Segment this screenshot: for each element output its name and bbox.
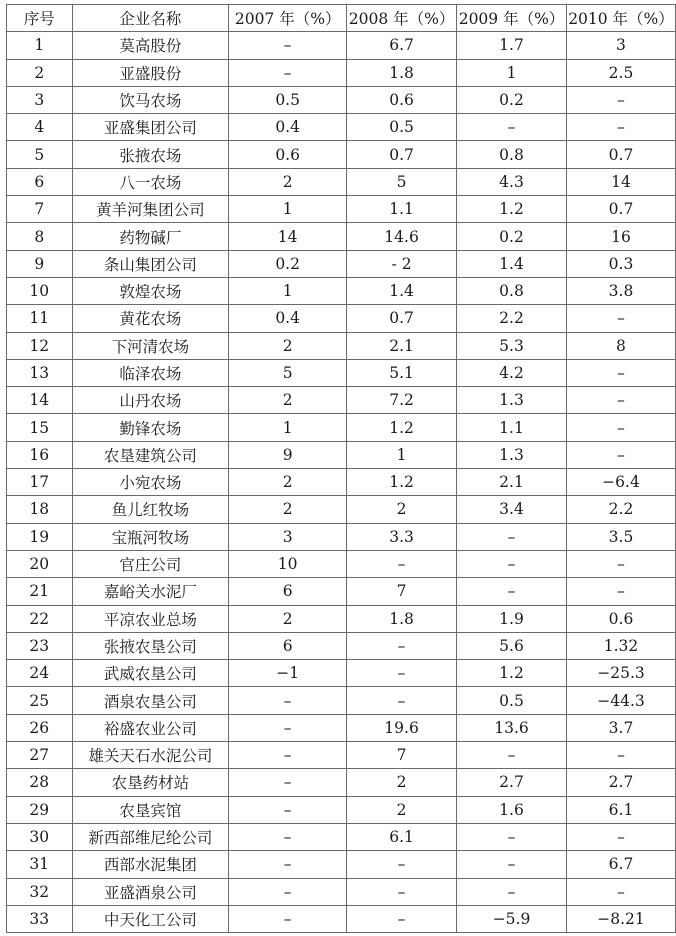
cell-company: 莫高股份 bbox=[72, 32, 229, 59]
cell-2008: 1.4 bbox=[347, 277, 457, 304]
cell-2007: 6 bbox=[229, 578, 347, 605]
cell-2008: 1.2 bbox=[347, 469, 457, 496]
cell-index: 30 bbox=[7, 823, 73, 850]
header-2010: 2010 年（%） bbox=[566, 5, 675, 32]
cell-2009: 1 bbox=[457, 59, 567, 86]
table-row bbox=[7, 86, 676, 113]
cell-company: 亚盛股份 bbox=[72, 59, 229, 86]
cell-2008: 6.7 bbox=[347, 32, 457, 59]
cell-2009: 1.9 bbox=[457, 605, 567, 632]
cell-2009: 1.7 bbox=[457, 32, 567, 59]
cell-index: 28 bbox=[7, 769, 73, 796]
cell-company: 小宛农场 bbox=[72, 469, 229, 496]
cell-2009: 5.3 bbox=[457, 332, 567, 359]
cell-index: 12 bbox=[7, 332, 73, 359]
cell-2010: 0.7 bbox=[566, 196, 675, 223]
cell-2008: 1 bbox=[347, 441, 457, 468]
cell-2007: – bbox=[229, 687, 347, 714]
cell-2010: 0.3 bbox=[566, 250, 675, 277]
cell-2007: – bbox=[229, 769, 347, 796]
cell-2010: 2.2 bbox=[566, 496, 675, 523]
cell-2009: 1.4 bbox=[457, 250, 567, 277]
cell-2009: 2.7 bbox=[457, 769, 567, 796]
cell-2008: 6.1 bbox=[347, 823, 457, 850]
cell-2009: 4.3 bbox=[457, 168, 567, 195]
table-row bbox=[7, 878, 676, 905]
cell-2009: 2.1 bbox=[457, 469, 567, 496]
cell-2010: 3 bbox=[566, 32, 675, 59]
cell-company: 农垦宾馆 bbox=[72, 796, 229, 823]
table-row bbox=[7, 114, 676, 141]
table-row bbox=[7, 141, 676, 168]
cell-2008: – bbox=[347, 851, 457, 878]
cell-2010: – bbox=[566, 550, 675, 577]
table-row bbox=[7, 905, 676, 932]
cell-2007: – bbox=[229, 32, 347, 59]
cell-2008: 1.1 bbox=[347, 196, 457, 223]
cell-2009: – bbox=[457, 851, 567, 878]
cell-index: 31 bbox=[7, 851, 73, 878]
cell-2007: 3 bbox=[229, 523, 347, 550]
cell-2008: - 2 bbox=[347, 250, 457, 277]
cell-index: 21 bbox=[7, 578, 73, 605]
table-row bbox=[7, 414, 676, 441]
cell-2009: 1.2 bbox=[457, 660, 567, 687]
cell-2007: 1 bbox=[229, 414, 347, 441]
cell-company: 敦煌农场 bbox=[72, 277, 229, 304]
header-index: 序号 bbox=[7, 5, 73, 32]
cell-2007: 14 bbox=[229, 223, 347, 250]
cell-company: 山丹农场 bbox=[72, 387, 229, 414]
table-row bbox=[7, 714, 676, 741]
cell-2007: 5 bbox=[229, 359, 347, 386]
table-row bbox=[7, 496, 676, 523]
cell-2007: 0.6 bbox=[229, 141, 347, 168]
header-2008: 2008 年（%） bbox=[347, 5, 457, 32]
cell-2009: 0.2 bbox=[457, 223, 567, 250]
data-table bbox=[6, 4, 676, 933]
cell-index: 27 bbox=[7, 742, 73, 769]
cell-2008: 0.6 bbox=[347, 86, 457, 113]
cell-2010: – bbox=[566, 823, 675, 850]
header-company: 企业名称 bbox=[72, 5, 229, 32]
cell-index: 16 bbox=[7, 441, 73, 468]
cell-2010: −44.3 bbox=[566, 687, 675, 714]
cell-index: 20 bbox=[7, 550, 73, 577]
table-row bbox=[7, 605, 676, 632]
table-row bbox=[7, 523, 676, 550]
cell-company: 平凉农业总场 bbox=[72, 605, 229, 632]
cell-2009: 13.6 bbox=[457, 714, 567, 741]
cell-company: 下河清农场 bbox=[72, 332, 229, 359]
cell-index: 18 bbox=[7, 496, 73, 523]
cell-company: 中天化工公司 bbox=[72, 905, 229, 932]
cell-2009: 1.1 bbox=[457, 414, 567, 441]
table-row bbox=[7, 550, 676, 577]
cell-index: 22 bbox=[7, 605, 73, 632]
cell-2008: 2 bbox=[347, 496, 457, 523]
cell-2007: 10 bbox=[229, 550, 347, 577]
table-row bbox=[7, 387, 676, 414]
cell-2010: 6.7 bbox=[566, 851, 675, 878]
cell-2007: −1 bbox=[229, 660, 347, 687]
cell-index: 1 bbox=[7, 32, 73, 59]
cell-2007: 0.4 bbox=[229, 305, 347, 332]
cell-2010: 8 bbox=[566, 332, 675, 359]
table-row bbox=[7, 250, 676, 277]
cell-index: 33 bbox=[7, 905, 73, 932]
cell-company: 临泽农场 bbox=[72, 359, 229, 386]
cell-2008: 7 bbox=[347, 742, 457, 769]
cell-2009: 3.4 bbox=[457, 496, 567, 523]
cell-2007: 0.2 bbox=[229, 250, 347, 277]
cell-index: 2 bbox=[7, 59, 73, 86]
table-row bbox=[7, 469, 676, 496]
cell-2009: 1.3 bbox=[457, 387, 567, 414]
cell-company: 农垦药材站 bbox=[72, 769, 229, 796]
table-row bbox=[7, 796, 676, 823]
cell-2007: 2 bbox=[229, 496, 347, 523]
cell-2008: 1.8 bbox=[347, 605, 457, 632]
cell-2008: 1.2 bbox=[347, 414, 457, 441]
cell-2010: – bbox=[566, 387, 675, 414]
cell-2010: – bbox=[566, 114, 675, 141]
table-row bbox=[7, 277, 676, 304]
cell-2010: – bbox=[566, 86, 675, 113]
cell-2009: 0.8 bbox=[457, 141, 567, 168]
cell-2007: – bbox=[229, 823, 347, 850]
cell-2010: −8.21 bbox=[566, 905, 675, 932]
cell-2007: 2 bbox=[229, 469, 347, 496]
cell-2008: 7.2 bbox=[347, 387, 457, 414]
cell-2010: 3.7 bbox=[566, 714, 675, 741]
cell-2010: −6.4 bbox=[566, 469, 675, 496]
cell-2010: – bbox=[566, 305, 675, 332]
cell-2009: 1.6 bbox=[457, 796, 567, 823]
cell-index: 17 bbox=[7, 469, 73, 496]
cell-2007: – bbox=[229, 796, 347, 823]
cell-index: 9 bbox=[7, 250, 73, 277]
cell-index: 11 bbox=[7, 305, 73, 332]
cell-2009: 0.8 bbox=[457, 277, 567, 304]
cell-2008: – bbox=[347, 632, 457, 659]
cell-2008: 5.1 bbox=[347, 359, 457, 386]
cell-2010: 1.32 bbox=[566, 632, 675, 659]
table-row bbox=[7, 305, 676, 332]
cell-2009: 2.2 bbox=[457, 305, 567, 332]
cell-2007: 1 bbox=[229, 196, 347, 223]
cell-company: 宝瓶河牧场 bbox=[72, 523, 229, 550]
cell-2009: – bbox=[457, 823, 567, 850]
cell-2008: 7 bbox=[347, 578, 457, 605]
cell-2009: – bbox=[457, 550, 567, 577]
cell-2007: – bbox=[229, 714, 347, 741]
cell-2009: 0.5 bbox=[457, 687, 567, 714]
cell-2007: 1 bbox=[229, 277, 347, 304]
cell-2010: −25.3 bbox=[566, 660, 675, 687]
cell-company: 农垦建筑公司 bbox=[72, 441, 229, 468]
cell-company: 条山集团公司 bbox=[72, 250, 229, 277]
table-row bbox=[7, 168, 676, 195]
cell-2008: – bbox=[347, 878, 457, 905]
cell-2007: 2 bbox=[229, 387, 347, 414]
cell-company: 裕盛农业公司 bbox=[72, 714, 229, 741]
table-row bbox=[7, 32, 676, 59]
cell-company: 酒泉农垦公司 bbox=[72, 687, 229, 714]
cell-company: 张掖农垦公司 bbox=[72, 632, 229, 659]
table-row bbox=[7, 196, 676, 223]
cell-2009: 0.2 bbox=[457, 86, 567, 113]
table-row bbox=[7, 359, 676, 386]
cell-company: 药物碱厂 bbox=[72, 223, 229, 250]
cell-index: 19 bbox=[7, 523, 73, 550]
cell-2009: 1.2 bbox=[457, 196, 567, 223]
cell-index: 5 bbox=[7, 141, 73, 168]
cell-2007: 6 bbox=[229, 632, 347, 659]
cell-2008: – bbox=[347, 550, 457, 577]
table-row bbox=[7, 632, 676, 659]
cell-2007: 0.5 bbox=[229, 86, 347, 113]
cell-2010: 0.7 bbox=[566, 141, 675, 168]
cell-index: 26 bbox=[7, 714, 73, 741]
cell-company: 鱼儿红牧场 bbox=[72, 496, 229, 523]
cell-index: 8 bbox=[7, 223, 73, 250]
cell-2008: – bbox=[347, 687, 457, 714]
cell-company: 八一农场 bbox=[72, 168, 229, 195]
cell-company: 黄羊河集团公司 bbox=[72, 196, 229, 223]
table-row bbox=[7, 851, 676, 878]
table-header-row bbox=[7, 5, 676, 32]
cell-2010: 14 bbox=[566, 168, 675, 195]
cell-company: 官庄公司 bbox=[72, 550, 229, 577]
cell-index: 32 bbox=[7, 878, 73, 905]
cell-2009: – bbox=[457, 114, 567, 141]
cell-index: 3 bbox=[7, 86, 73, 113]
table-row bbox=[7, 769, 676, 796]
cell-2008: 19.6 bbox=[347, 714, 457, 741]
cell-2009: 5.6 bbox=[457, 632, 567, 659]
cell-2007: – bbox=[229, 878, 347, 905]
cell-2009: – bbox=[457, 742, 567, 769]
cell-2008: 0.7 bbox=[347, 141, 457, 168]
table-row bbox=[7, 332, 676, 359]
cell-2008: 2.1 bbox=[347, 332, 457, 359]
cell-2008: 1.8 bbox=[347, 59, 457, 86]
cell-2007: 0.4 bbox=[229, 114, 347, 141]
cell-2010: – bbox=[566, 441, 675, 468]
cell-index: 6 bbox=[7, 168, 73, 195]
cell-index: 25 bbox=[7, 687, 73, 714]
table-row bbox=[7, 687, 676, 714]
cell-2010: 3.5 bbox=[566, 523, 675, 550]
cell-company: 亚盛酒泉公司 bbox=[72, 878, 229, 905]
cell-2010: – bbox=[566, 742, 675, 769]
cell-company: 雄关天石水泥公司 bbox=[72, 742, 229, 769]
table-row bbox=[7, 223, 676, 250]
cell-2008: 2 bbox=[347, 769, 457, 796]
cell-2008: 14.6 bbox=[347, 223, 457, 250]
table-row bbox=[7, 578, 676, 605]
cell-2010: 0.6 bbox=[566, 605, 675, 632]
cell-2010: – bbox=[566, 578, 675, 605]
table-body bbox=[7, 32, 676, 933]
cell-2008: – bbox=[347, 660, 457, 687]
cell-2010: 2.5 bbox=[566, 59, 675, 86]
cell-2007: 9 bbox=[229, 441, 347, 468]
cell-2009: 4.2 bbox=[457, 359, 567, 386]
cell-company: 武威农垦公司 bbox=[72, 660, 229, 687]
cell-index: 14 bbox=[7, 387, 73, 414]
cell-2007: – bbox=[229, 851, 347, 878]
cell-2009: – bbox=[457, 523, 567, 550]
cell-company: 嘉峪关水泥厂 bbox=[72, 578, 229, 605]
cell-2008: 5 bbox=[347, 168, 457, 195]
table-row bbox=[7, 660, 676, 687]
cell-2008: 2 bbox=[347, 796, 457, 823]
cell-company: 饮马农场 bbox=[72, 86, 229, 113]
cell-2009: – bbox=[457, 578, 567, 605]
cell-index: 24 bbox=[7, 660, 73, 687]
cell-2009: 1.3 bbox=[457, 441, 567, 468]
table-row bbox=[7, 59, 676, 86]
table-row bbox=[7, 441, 676, 468]
cell-2008: – bbox=[347, 905, 457, 932]
cell-index: 23 bbox=[7, 632, 73, 659]
cell-company: 新西部维尼纶公司 bbox=[72, 823, 229, 850]
table-row bbox=[7, 742, 676, 769]
header-2007: 2007 年（%） bbox=[229, 5, 347, 32]
cell-2010: – bbox=[566, 359, 675, 386]
cell-company: 西部水泥集团 bbox=[72, 851, 229, 878]
cell-index: 29 bbox=[7, 796, 73, 823]
cell-2008: 0.7 bbox=[347, 305, 457, 332]
cell-2009: −5.9 bbox=[457, 905, 567, 932]
cell-2010: 6.1 bbox=[566, 796, 675, 823]
cell-index: 13 bbox=[7, 359, 73, 386]
cell-index: 15 bbox=[7, 414, 73, 441]
cell-2007: – bbox=[229, 742, 347, 769]
cell-company: 黄花农场 bbox=[72, 305, 229, 332]
cell-2008: 3.3 bbox=[347, 523, 457, 550]
cell-2010: 2.7 bbox=[566, 769, 675, 796]
cell-2008: 0.5 bbox=[347, 114, 457, 141]
cell-index: 4 bbox=[7, 114, 73, 141]
cell-company: 亚盛集团公司 bbox=[72, 114, 229, 141]
cell-company: 勤锋农场 bbox=[72, 414, 229, 441]
cell-2007: – bbox=[229, 59, 347, 86]
cell-2009: – bbox=[457, 878, 567, 905]
cell-2010: – bbox=[566, 878, 675, 905]
cell-2007: 2 bbox=[229, 332, 347, 359]
header-2009: 2009 年（%） bbox=[457, 5, 567, 32]
cell-index: 10 bbox=[7, 277, 73, 304]
cell-2007: 2 bbox=[229, 168, 347, 195]
cell-index: 7 bbox=[7, 196, 73, 223]
cell-2010: 16 bbox=[566, 223, 675, 250]
table-row bbox=[7, 823, 676, 850]
cell-2007: 2 bbox=[229, 605, 347, 632]
cell-company: 张掖农场 bbox=[72, 141, 229, 168]
cell-2007: – bbox=[229, 905, 347, 932]
cell-2010: 3.8 bbox=[566, 277, 675, 304]
cell-2010: – bbox=[566, 414, 675, 441]
